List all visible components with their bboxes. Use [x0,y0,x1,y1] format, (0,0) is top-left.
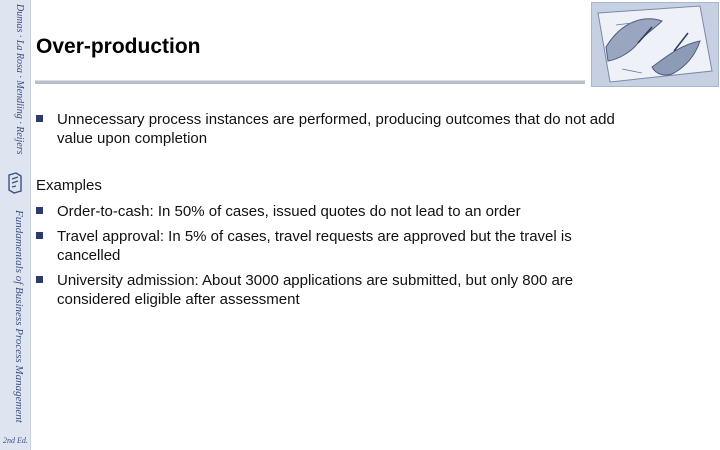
square-bullet-icon [36,276,43,283]
book-logo-icon [6,172,24,194]
sidebar-authors: Dumas · La Rosa · Mendling · Reijers [14,4,25,155]
list-item [36,202,636,221]
sidebar-edition: 2nd Ed. [3,436,28,445]
example-text: University admission: About 3000 applications are submitted, but only 800 are considered eligible after assessment [57,272,574,308]
list-item [36,227,636,265]
square-bullet-icon [36,115,43,122]
slide-title: Over-production [36,35,201,58]
intro-bullet-text: Unnecessary process instances are performed, producing outcomes that do not add value upon completion [57,111,615,147]
title-divider [35,80,585,84]
examples-heading: Examples [36,177,102,194]
list-item [36,271,636,309]
example-text: Travel approval: In 5% of cases, travel requests are approved but the travel is cancelled [57,228,572,264]
sidebar-book-title: Fundamentals of Business Process Management [13,210,25,423]
example-text: Order-to-cash: In 50% of cases, issued quotes do not lead to an order [57,203,521,220]
intro-bullet [36,110,636,148]
square-bullet-icon [36,232,43,239]
slide-content [36,110,636,315]
book-sidebar [0,0,31,450]
square-bullet-icon [36,207,43,214]
drawing-hands-image [591,2,719,87]
